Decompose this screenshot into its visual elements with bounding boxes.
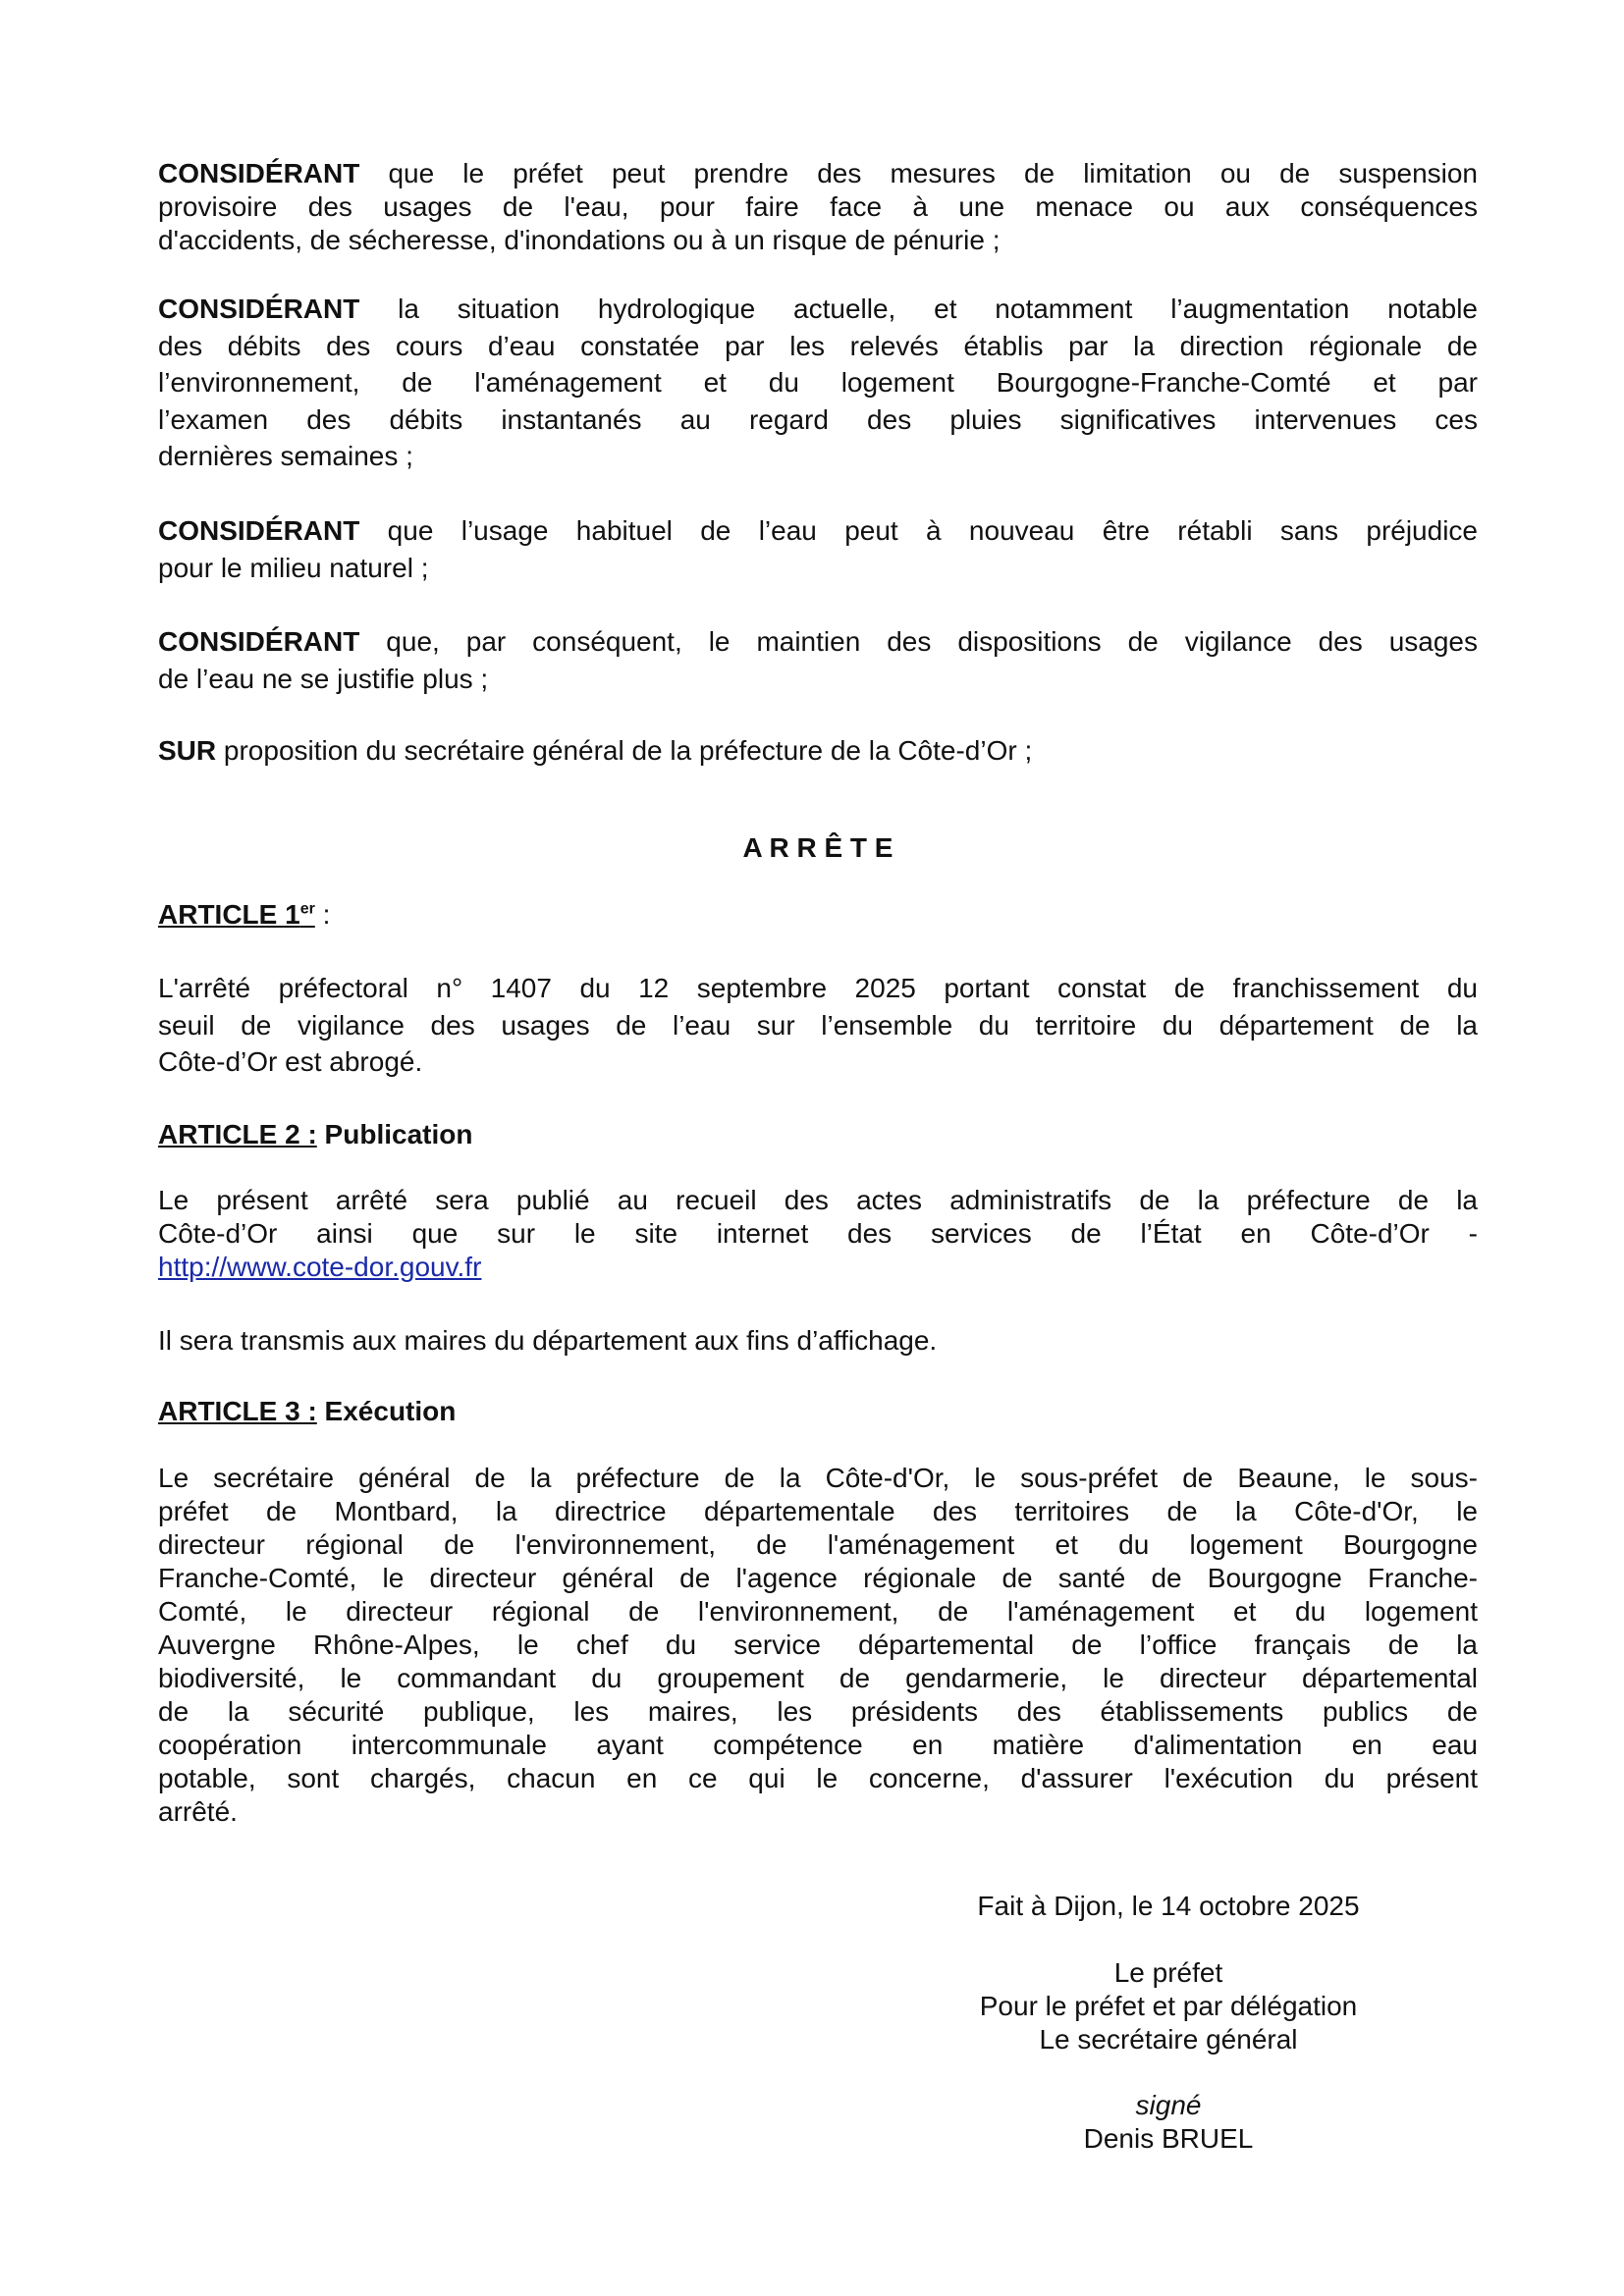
- line: biodiversité, le commandant du groupement de gendarmerie, le directeur départemental: [158, 1663, 1478, 1693]
- considerant-1: [158, 157, 1478, 257]
- place-date: Fait à Dijon, le 14 octobre 2025: [977, 1891, 1360, 1921]
- lead: CONSIDÉRANT: [158, 626, 360, 657]
- arrete-title: A R R Ê T E: [742, 832, 893, 863]
- line: coopération intercommunale ayant compétence en matière d'alimentation en eau: [158, 1730, 1478, 1760]
- signature: [884, 2089, 1453, 2156]
- article-2-transmission: Il sera transmis aux maires du département aux fins d’affichage.: [158, 1325, 938, 1356]
- signed-mention: signé: [1135, 2090, 1202, 2120]
- lead: SUR: [158, 735, 217, 766]
- line: Auvergne Rhône-Alpes, le chef du service départemental de l’office français de la: [158, 1629, 1478, 1660]
- line: proposition du secrétaire général de la préfecture de la Côte-d’Or ;: [216, 735, 1033, 766]
- article-2-heading: [158, 1118, 1478, 1151]
- line: Franche-Comté, le directeur général de l'agence régionale de santé de Bourgogne Franche-: [158, 1563, 1478, 1593]
- heading-label: ARTICLE 2 :: [158, 1119, 317, 1149]
- line: Le présent arrêté sera publié au recueil des actes administratifs de la préfecture de la: [158, 1185, 1478, 1215]
- line: arrêté.: [158, 1796, 238, 1827]
- sur-proposition: [158, 732, 1478, 770]
- line: directeur régional de l'environnement, de l'aménagement et du logement Bourgogne: [158, 1529, 1478, 1560]
- line: la situation hydrologique actuelle, et notamment l’augmentation notable: [359, 294, 1478, 324]
- line: Côte-d’Or est abrogé.: [158, 1046, 423, 1077]
- signatory-name: Denis BRUEL: [1083, 2123, 1254, 2154]
- website-link[interactable]: http://www.cote-dor.gouv.fr: [158, 1252, 482, 1282]
- heading-title: Exécution: [316, 1396, 457, 1426]
- article-1-body: [158, 970, 1478, 1081]
- considerant-2: [158, 291, 1478, 475]
- line: de la sécurité publique, les maires, les présidents des établissements publics de: [158, 1696, 1478, 1727]
- article-1-label: [158, 899, 315, 930]
- signatory-block: [884, 1956, 1453, 2056]
- line: de l’eau ne se justifie plus ;: [158, 663, 489, 694]
- article-2-body: [158, 1184, 1478, 1284]
- line: que l’usage habituel de l’eau peut à nouveau être rétabli sans préjudice: [359, 515, 1478, 546]
- line: d'accidents, de sécheresse, d'inondations ou à un risque de pénurie ;: [158, 225, 1001, 255]
- line: L'arrêté préfectoral n° 1407 du 12 septembre 2025 portant constat de franchissement du: [158, 973, 1478, 1003]
- line: l’examen des débits instantanés au regard des pluies significatives intervenues ces: [158, 403, 1478, 435]
- considerant-4: [158, 623, 1478, 697]
- line: préfet de Montbard, la directrice départementale des territoires de la Côte-d'Or, le: [158, 1496, 1478, 1526]
- line: pour le milieu naturel ;: [158, 552, 429, 583]
- line: l’environnement, de l'aménagement et du logement Bourgogne-Franche-Comté et par: [158, 367, 1478, 398]
- lead: CONSIDÉRANT: [158, 158, 360, 188]
- considerant-3: [158, 512, 1478, 586]
- superscript: er: [299, 900, 315, 918]
- signatory-title: Le préfet: [1113, 1957, 1223, 1988]
- line: potable, sont chargés, chacun en ce qui le concerne, d'assurer l'exécution du présent: [158, 1763, 1478, 1793]
- line: provisoire des usages de l'eau, pour faire face à une menace ou aux conséquences: [158, 191, 1478, 222]
- line: des débits des cours d’eau constatée par les relevés établis par la direction régionale de: [158, 330, 1478, 361]
- lead: CONSIDÉRANT: [158, 515, 360, 546]
- article-1-heading: [158, 898, 1478, 932]
- signatory-role: Le secrétaire général: [1039, 2024, 1298, 2055]
- line: que, par conséquent, le maintien des dispositions de vigilance des usages: [359, 626, 1478, 657]
- article-3-heading: [158, 1395, 1478, 1428]
- article-3-body: [158, 1462, 1478, 1829]
- lead: CONSIDÉRANT: [158, 294, 360, 324]
- line: Comté, le directeur régional de l'environnement, de l'aménagement et du logement: [158, 1596, 1478, 1627]
- colon: :: [314, 899, 331, 930]
- line: Le secrétaire général de la préfecture de la Côte-d'Or, le sous-préfet de Beaune, le sous-: [158, 1463, 1478, 1493]
- delegation-line: Pour le préfet et par délégation: [979, 1991, 1358, 2021]
- line: dernières semaines ;: [158, 441, 413, 471]
- line: que le préfet peut prendre des mesures de limitation ou de suspension: [359, 158, 1478, 188]
- heading-text: ARTICLE 1: [158, 899, 300, 930]
- line: Côte-d’Or ainsi que sur le site internet des services de l’État en Côte-d’Or -: [158, 1218, 1478, 1249]
- heading-label: ARTICLE 3 :: [158, 1396, 317, 1426]
- line: seuil de vigilance des usages de l’eau sur l’ensemble du territoire du département de la: [158, 1009, 1478, 1041]
- heading-title: Publication: [316, 1119, 473, 1149]
